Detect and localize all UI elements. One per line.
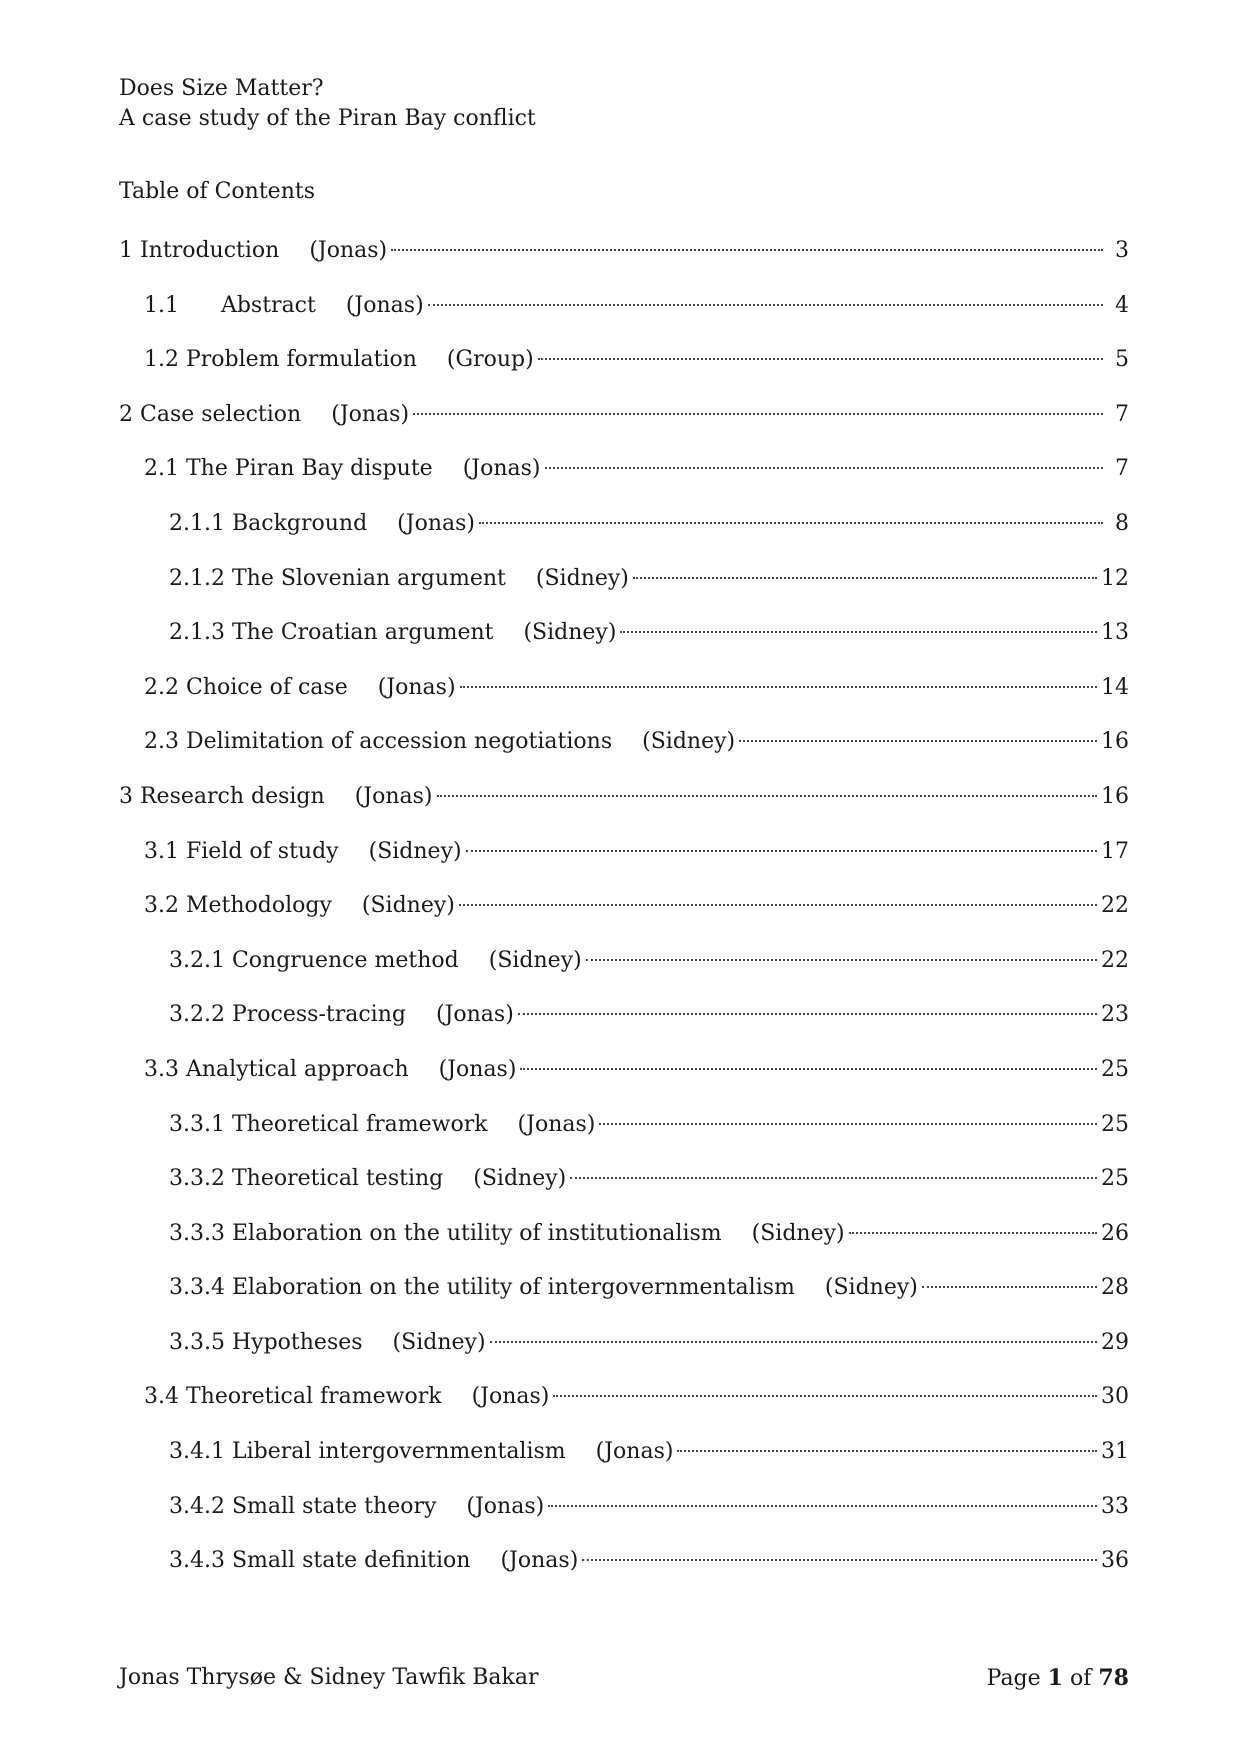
footer-page-label: Page xyxy=(986,1666,1041,1691)
toc-entry-page: 12 xyxy=(1101,565,1129,591)
toc-entry[interactable] xyxy=(119,400,1129,455)
toc-entry-title: 3.2 Methodology xyxy=(144,893,332,919)
document-title xyxy=(119,74,536,134)
toc-entry[interactable] xyxy=(119,345,1129,400)
toc-entry-author: (Jonas) xyxy=(397,510,475,536)
toc-entry[interactable] xyxy=(119,837,1129,892)
toc-entry-title: 3.3.4 Elaboration on the utility of intergovernmentalism xyxy=(169,1275,795,1301)
toc-entry-title: 1.1 Abstract xyxy=(144,292,316,318)
toc-entry-page: 25 xyxy=(1101,1056,1129,1082)
toc-dot-leader xyxy=(548,1505,1097,1507)
toc-entry-title: 3.4.2 Small state theory xyxy=(169,1493,437,1519)
toc-entry-title: 2.1.2 The Slovenian argument xyxy=(169,565,506,591)
toc-entry-page: 3 xyxy=(1115,238,1129,263)
toc-dot-leader xyxy=(599,1123,1097,1125)
toc-entry-title: 3.3.5 Hypotheses xyxy=(169,1329,363,1355)
toc-entry-author: (Jonas) xyxy=(517,1111,596,1137)
toc-entry-page: 16 xyxy=(1101,783,1129,809)
footer-page-number xyxy=(987,1663,1129,1694)
toc-entry-title: 2.2 Choice of case xyxy=(144,674,348,700)
toc-entry[interactable] xyxy=(119,1000,1129,1055)
toc-dot-leader xyxy=(582,1559,1097,1561)
toc-dot-leader xyxy=(391,249,1103,251)
footer-page-current: 1 xyxy=(1047,1665,1063,1691)
toc-entry-page: 7 xyxy=(1115,401,1129,427)
toc-entry-author: (Sidney) xyxy=(392,1329,486,1355)
toc-entry[interactable] xyxy=(119,509,1129,564)
document-title-line-2: A case study of the Piran Bay conflict xyxy=(119,106,536,131)
toc-dot-leader xyxy=(553,1395,1097,1397)
toc-entry-page: 22 xyxy=(1101,893,1129,919)
toc-dot-leader xyxy=(538,358,1103,360)
toc-entry-author: (Jonas) xyxy=(354,783,433,809)
document-title-line-1: Does Size Matter? xyxy=(119,76,324,101)
toc-dot-leader xyxy=(413,413,1103,415)
toc-entry[interactable] xyxy=(119,1273,1129,1328)
toc-heading: Table of Contents xyxy=(119,179,316,204)
toc-entry-page: 22 xyxy=(1101,947,1129,973)
toc-dot-leader xyxy=(520,1068,1097,1070)
toc-entry-title: 3.2.2 Process-tracing xyxy=(169,1002,406,1028)
toc-entry[interactable] xyxy=(119,618,1129,673)
toc-entry-title: 3.3.2 Theoretical testing xyxy=(169,1166,444,1192)
toc-entry-author: (Sidney) xyxy=(535,565,629,591)
toc-entry-author: (Jonas) xyxy=(471,1384,550,1410)
toc-entry-title: 3.4 Theoretical framework xyxy=(144,1384,442,1410)
toc-entry-page: 28 xyxy=(1101,1275,1129,1301)
footer-page-total: 78 xyxy=(1098,1665,1129,1691)
toc-entry[interactable] xyxy=(119,236,1129,291)
toc-entry-page: 14 xyxy=(1101,674,1129,700)
toc-entry-author: (Sidney) xyxy=(642,729,736,755)
toc-entry-title: 3.1 Field of study xyxy=(144,838,339,864)
toc-entry[interactable] xyxy=(119,1382,1129,1437)
toc-entry-author: (Jonas) xyxy=(377,674,456,700)
toc-entry-author: (Jonas) xyxy=(466,1493,545,1519)
toc-entry-page: 23 xyxy=(1101,1002,1129,1028)
toc-entry[interactable] xyxy=(119,727,1129,782)
toc-dot-leader xyxy=(460,686,1097,688)
toc-entry-page: 30 xyxy=(1101,1384,1129,1410)
toc-dot-leader xyxy=(677,1450,1097,1452)
toc-dot-leader xyxy=(849,1232,1097,1234)
toc-entry-author: (Sidney) xyxy=(523,620,617,646)
toc-entry[interactable] xyxy=(119,564,1129,619)
toc-entry-page: 29 xyxy=(1101,1329,1129,1355)
toc-entry[interactable] xyxy=(119,1055,1129,1110)
toc-entry-title: 1.2 Problem formulation xyxy=(144,347,417,373)
toc-entry-author: (Jonas) xyxy=(435,1002,514,1028)
toc-dot-leader xyxy=(479,522,1103,524)
toc-entry[interactable] xyxy=(119,454,1129,509)
toc-entry-title: 2 Case selection xyxy=(119,401,302,427)
toc-dot-leader xyxy=(633,577,1097,579)
toc-entry-title: 3.3.3 Elaboration on the utility of institutionalism xyxy=(169,1220,722,1246)
toc-entry-author: (Jonas) xyxy=(309,238,388,263)
toc-entry-title: 2.1 The Piran Bay dispute xyxy=(144,456,433,482)
toc-dot-leader xyxy=(922,1286,1097,1288)
toc-entry-author: (Jonas) xyxy=(500,1548,579,1574)
toc-dot-leader xyxy=(570,1177,1097,1179)
toc-entry[interactable] xyxy=(119,291,1129,346)
toc-entry[interactable] xyxy=(119,782,1129,837)
toc-dot-leader xyxy=(466,850,1097,852)
toc-entry-author: (Jonas) xyxy=(331,401,410,427)
toc-entry-title: 3.3 Analytical approach xyxy=(144,1056,409,1082)
toc-entry-title: 3.4.3 Small state definition xyxy=(169,1548,471,1574)
toc-entry-title: 3.3.1 Theoretical framework xyxy=(169,1111,488,1137)
toc-entry-author: (Group) xyxy=(446,347,534,373)
toc-entry-title: 3 Research design xyxy=(119,783,325,809)
toc-entry[interactable] xyxy=(119,1110,1129,1165)
toc-dot-leader xyxy=(437,795,1098,797)
toc-dot-leader xyxy=(586,959,1097,961)
footer-authors: Jonas Thrysøe & Sidney Tawfik Bakar xyxy=(119,1665,539,1690)
toc-entry[interactable] xyxy=(119,1437,1129,1492)
toc-entry-author: (Jonas) xyxy=(595,1439,674,1465)
toc-entry-page: 5 xyxy=(1115,347,1129,373)
toc-entry-page: 33 xyxy=(1101,1493,1129,1519)
toc-entry[interactable] xyxy=(119,673,1129,728)
toc-entry-page: 25 xyxy=(1101,1166,1129,1192)
toc-entry-page: 26 xyxy=(1101,1220,1129,1246)
toc-entry-page: 17 xyxy=(1101,838,1129,864)
toc-entry-author: (Jonas) xyxy=(345,292,424,318)
toc-entry[interactable] xyxy=(119,946,1129,1001)
toc-entry-title: 1 Introduction xyxy=(119,238,280,263)
toc-entry-page: 25 xyxy=(1101,1111,1129,1137)
toc-entry[interactable] xyxy=(119,1546,1129,1601)
toc-entry[interactable] xyxy=(119,1328,1129,1383)
toc-entry-title: 2.3 Delimitation of accession negotiations xyxy=(144,729,613,755)
toc-entry-title: 2.1.3 The Croatian argument xyxy=(169,620,494,646)
toc-entry-title: 2.1.1 Background xyxy=(169,510,368,536)
toc-entry[interactable] xyxy=(119,1219,1129,1274)
toc-dot-leader xyxy=(545,467,1103,469)
toc-dot-leader xyxy=(620,631,1097,633)
toc-dot-leader xyxy=(518,1013,1097,1015)
toc-dot-leader xyxy=(739,740,1097,742)
toc-dot-leader xyxy=(490,1341,1097,1343)
toc-entry[interactable] xyxy=(119,1492,1129,1547)
toc-entry-page: 16 xyxy=(1101,729,1129,755)
toc-entry-page: 31 xyxy=(1101,1439,1129,1465)
toc-dot-leader xyxy=(428,304,1103,306)
toc-entry-author: (Sidney) xyxy=(361,893,455,919)
toc-entry[interactable] xyxy=(119,891,1129,946)
toc-entry-page: 7 xyxy=(1115,456,1129,482)
toc-entry-author: (Jonas) xyxy=(462,456,541,482)
table-of-contents xyxy=(119,236,1129,1601)
toc-entry-author: (Jonas) xyxy=(438,1056,517,1082)
toc-entry-page: 36 xyxy=(1101,1548,1129,1574)
toc-entry-page: 8 xyxy=(1115,510,1129,536)
toc-entry-page: 13 xyxy=(1101,620,1129,646)
toc-entry-author: (Sidney) xyxy=(751,1220,845,1246)
toc-entry-author: (Sidney) xyxy=(488,947,582,973)
toc-entry-page: 4 xyxy=(1115,292,1129,318)
toc-entry-title: 3.4.1 Liberal intergovernmentalism xyxy=(169,1439,566,1465)
footer-of-label: of xyxy=(1069,1666,1092,1691)
toc-dot-leader xyxy=(459,904,1097,906)
toc-entry-author: (Sidney) xyxy=(824,1275,918,1301)
toc-entry[interactable] xyxy=(119,1164,1129,1219)
toc-entry-author: (Sidney) xyxy=(473,1166,567,1192)
toc-entry-author: (Sidney) xyxy=(368,838,462,864)
toc-entry-title: 3.2.1 Congruence method xyxy=(169,947,459,973)
